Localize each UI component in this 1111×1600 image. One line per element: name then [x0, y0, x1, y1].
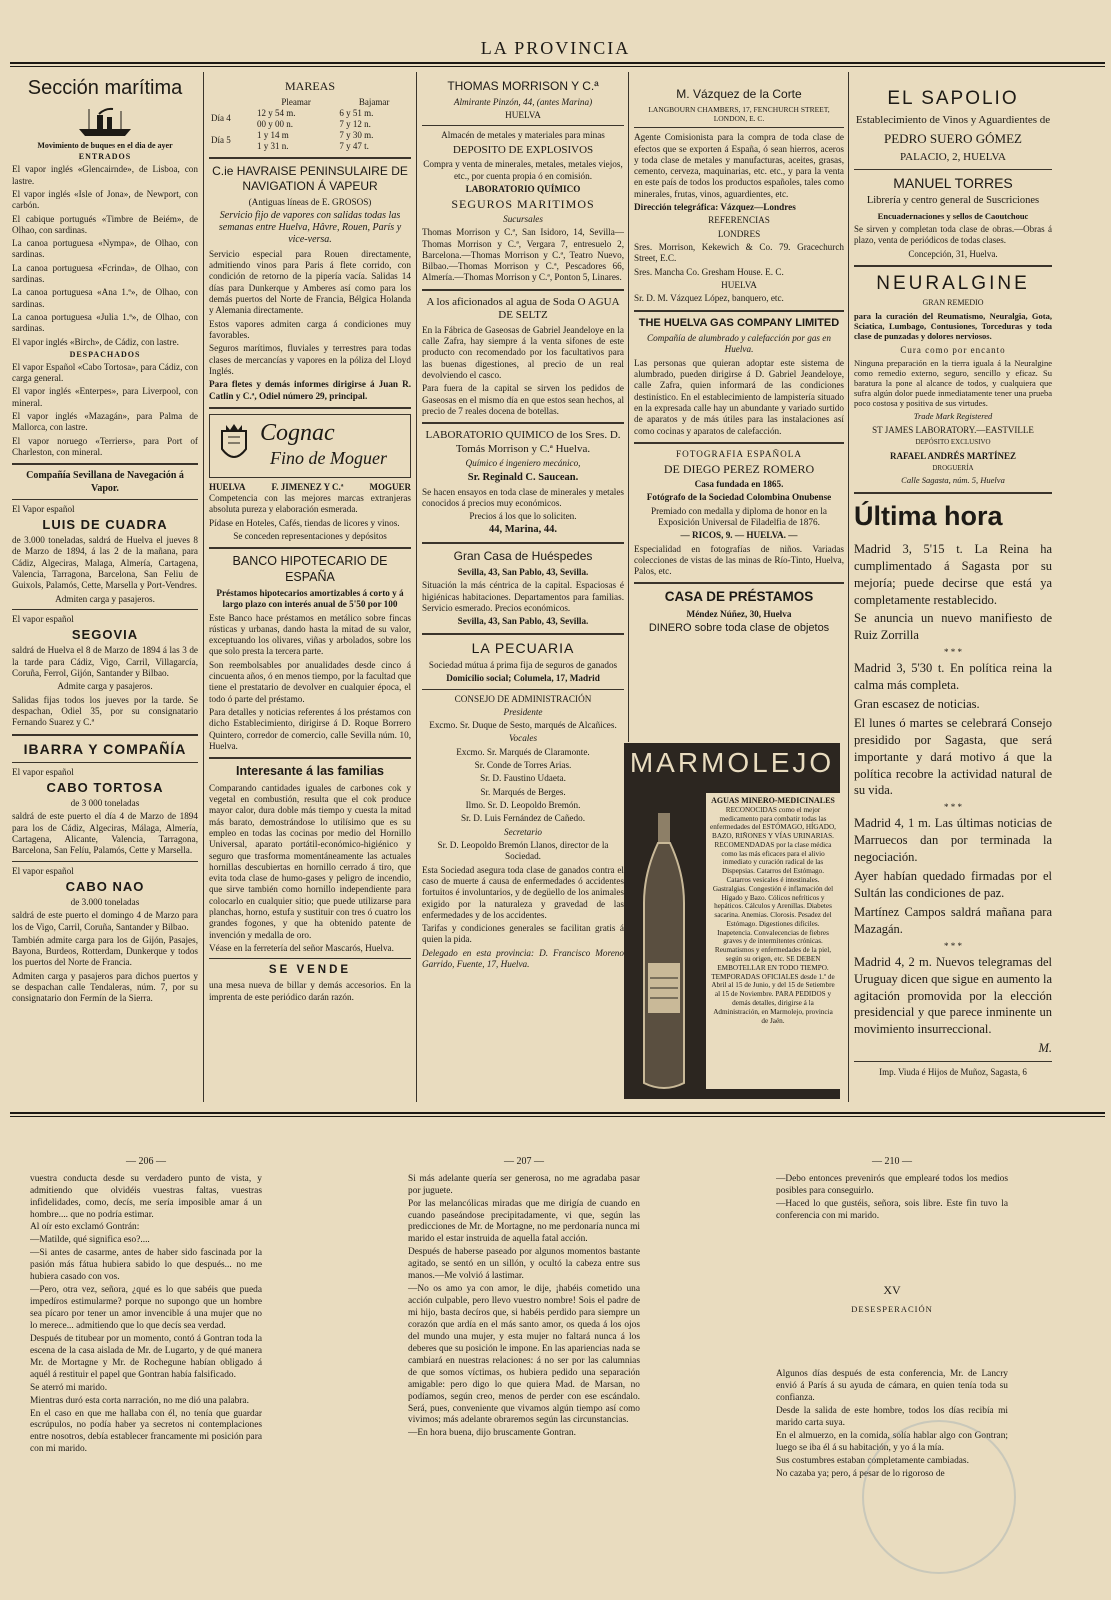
entry-item: La canoa portuguesa «Fcrinda», de Olhao, con sardinas.	[12, 262, 198, 285]
divider	[422, 633, 624, 635]
serial-paragraph: —No os amo ya con amor, le dije, ¡habéis cometido una acción culpable, pero llevo vuestro nombre! Sois el padre de mi hijo, basta decíros que, si habéis perdido para siempre un corazón que ardía en el más santo amor, os queda á los ojos del mundo una mujer, y esta mujer no faltará nunca á los deberes que su posición le impone. En las apariencias nada se cambiará en nuestras relaciones: á no ser por las calumnias de que somos víctimas, os hubiera pedido una separación amigable: pero digo lo que quiera Mad. de Marsan, no podíamos, según creo, menos de perder con ese escándalo. Será, pues, conveniente que vivamos algún tiempo así como vivimos; más adelante obraremos según las circunstancias.	[408, 1284, 640, 1426]
sucursales-heading: Sucursales	[503, 213, 543, 224]
banco-heading: BANCO HIPOTECARIO DE ESPAÑA	[232, 554, 388, 584]
huespedes-address: Sevilla, 43, San Pablo, 43, Sevilla.	[457, 567, 589, 578]
divider	[634, 442, 844, 444]
tide-day: Día 5	[211, 135, 231, 146]
ship-intro: El vapor español	[12, 865, 74, 876]
divider	[422, 289, 624, 291]
serial-paragraph: —Pero, otra vez, señora, ¿qué es lo que sabéis que pueda impedíros estimularme? porque no supongo que un hombre sea pícaro por tener un amor invencible á una mujer que no lo merece... admitiendo que lo que decís sea verdad.	[30, 1285, 262, 1331]
folletin-rule-thin	[10, 1116, 1105, 1117]
crest-icon	[216, 421, 252, 469]
foto-society: Fotógrafo de la Sociedad Colombina Onubense	[646, 492, 832, 503]
divider	[209, 547, 411, 549]
quimico-text: Se hacen ensayos en toda clase de minerales y metales conocidos á precios muy económicos.	[422, 486, 624, 508]
neuralgine-lab: ST JAMES LABORATORY.—EASTVILLE	[872, 425, 1034, 436]
divider	[209, 407, 411, 409]
company-heading: Compañía Sevillana de Navegación á Vapor.	[26, 470, 184, 494]
pecuaria-sub: Sociedad mútua á prima fija de seguros de ganados	[428, 659, 618, 670]
ship-route: de 3.000 toneladas, saldrá de Huelva el jueves 8 de Marzo de 1894, á las 2 de la mañana, para Cádiz, Algeciras, Malaga, Almería, Cartagena, Valencia, Tarragona, Barcelona, San Feliu de Guixols, Palamós, Cette, Marsella y Port-Vendres.	[12, 535, 198, 591]
news-item: Madrid 4, 2 m. Nuevos telegramas del Uruguay dicen que sigue en aumento la agitación promovida por la elección presidencial y que parece inminente un movimiento insurreccional.	[854, 954, 1052, 1037]
column-ads-2	[422, 76, 624, 1106]
divider	[854, 265, 1052, 267]
divider	[12, 762, 198, 763]
huespedes-address: Sevilla, 43, San Pablo, 43, Sevilla.	[457, 616, 589, 627]
page-number: — 207 —	[504, 1156, 544, 1167]
tide-cell: 7 y 47 t.	[339, 141, 369, 151]
dispatch-item: El vapor inglés «Enterpes», para Liverpool, con mineral.	[12, 386, 198, 408]
gas-heading: THE HUELVA GAS COMPANY LIMITED	[638, 316, 840, 329]
ship-name: CABO NAO	[65, 878, 145, 894]
havraise-heading: C.ie HAVRAISE PENINSULAIRE DE NAVIGATION Á VAPEUR	[212, 164, 408, 193]
divider	[12, 734, 198, 736]
ship-admit: Admiten carga y pasajeros.	[55, 593, 155, 604]
divider	[634, 310, 844, 312]
vazquez-address: LANGBOURN CHAMBERS, 17, FENCHURCH STREET, LONDON, E. C.	[648, 104, 830, 123]
vocal-name: Sr. Conde de Torres Arias.	[474, 760, 572, 771]
bottle-illustration	[634, 813, 694, 1093]
cognac-loc: HUELVA	[209, 481, 246, 492]
ship-tonnage: de 3.000 toneladas	[70, 896, 140, 907]
divider	[634, 582, 844, 584]
prestamos-address: Méndez Núñez, 30, Huelva	[686, 609, 792, 620]
serial-paragraph: —Haced lo que gustéis, señora, sois libre. Este fin tuvo la conferencia con mi marido.	[776, 1198, 1008, 1221]
dispatch-item: El vapor inglés «Mazagán», para Palma de Mallorca, con lastre.	[12, 411, 198, 433]
tide-cell: 1 y 14 m	[257, 129, 289, 140]
serial-paragraph: Al oír esto exclamó Gontrán:	[30, 1222, 140, 1233]
divider	[12, 861, 198, 862]
ship-admit: Admite carga y pasajeros.	[57, 681, 153, 692]
ref-text: Sres. Mancha Co. Gresham House. E. C.	[634, 266, 784, 277]
marmolejo-subtitle: AGUAS MINERO-MEDICINALES	[711, 796, 835, 805]
ref-text: Sr. D. M. Vázquez López, banquero, etc.	[634, 293, 784, 304]
serial-paragraph: —Si antes de casarme, antes de haber sido fascinada por la pasión más fátua hubiera sabido lo que después... no me hubiera casado con vos.	[30, 1248, 262, 1283]
presidente-name: Excmo. Sr. Duque de Sesto, marqués de Alcañices.	[429, 720, 617, 731]
library-stamp	[862, 1420, 1016, 1574]
pecuaria-delegado: Delegado en esta provincia: D. Francisco Moreno Garrido, Fuente, 17, Huelva.	[422, 947, 624, 970]
entry-item: La canoa portuguesa «Nympa», de Olhao, con sardinas.	[12, 238, 198, 260]
foto-address: — RICOS, 9. — HUELVA. —	[680, 530, 798, 541]
serial-paragraph: Mientras duró esta corta narración, no me dió una palabra.	[30, 1395, 249, 1406]
divider	[854, 1061, 1052, 1062]
vocal-name: Sr. D. Faustino Udaeta.	[480, 773, 566, 784]
foto-heading: FOTOGRAFIA ESPAÑOLA	[676, 448, 802, 459]
pecuaria-text: Tarifas y condiciones generales se facilitan gratis á quien la pida.	[422, 923, 624, 945]
neuralgine-deposito: DEPÓSITO EXCLUSIVO	[915, 438, 991, 447]
seguros-heading: SEGUROS MARITIMOS	[451, 197, 595, 212]
news-item: Madrid 4, 1 m. Las últimas noticias de Marruecos dan por terminada la negociación.	[854, 816, 1052, 865]
foto-name: DE DIEGO PEREZ ROMERO	[663, 462, 815, 477]
movement-heading: Movimiento de buques en el dia de ayer	[37, 140, 173, 150]
divider	[422, 689, 624, 690]
tide-day: Día 4	[211, 113, 231, 124]
column-rule	[416, 72, 417, 1102]
serial-paragraph: Algunos días después de esta conferencia, Mr. de Lancry envió á París á su ayuda de cámara, en quien tenía toda su confianza.	[776, 1369, 1008, 1404]
dispatch-item: El vapor Español «Cabo Tortosa», para Cádiz, con carga general.	[12, 361, 198, 384]
havraise-service: Servicio fijo de vapores con salidas todas las semanas entre Huelva, Hâvre, Rouen, París y vice-versa.	[218, 209, 402, 246]
aficionados-text: En la Fábrica de Gaseosas de Gabriel Jeandeloye en la calle Zafra, hay siempre á la venta sifones de este producto con recomendado por los facultativos para las buenas digestiones, al precio de un real devolviendo el casco.	[422, 324, 624, 381]
marmolejo-text-box	[706, 793, 840, 1089]
ship-route: saldrá de Huelva el 8 de Marzo de 1894 á las 3 de la tarde para Cádiz, Vigo, Carril, Villagarcía, Coruña, Ferrol, Gijón, Santander y Bilbao.	[12, 645, 198, 678]
dispatch-item: El vapor noruego «Terriers», para Port of Charleston, con mineral.	[12, 435, 198, 457]
ship-name: SEGOVIA	[71, 627, 139, 643]
divider	[209, 958, 411, 959]
vocales-heading: Vocales	[508, 733, 538, 744]
quimico-text: Precios á los que lo soliciten.	[469, 511, 577, 522]
column-rule	[628, 72, 629, 742]
entry-item: El vapor inglés «Birch», de Cádiz, con lastre.	[12, 336, 179, 347]
entry-item: El cabique portugués «Timbre de Beiém», de Olhao, con sardinas.	[12, 213, 198, 235]
vazquez-text: Agente Comisionista para la compra de toda clase de efectos que se exporten á España, ó sean hierros, aceros y toda clase de metales y manufacturas, aceites, grasas, cemento, cerveza, maquinarias, etc. etc., y para la venta en este país de todos los productos españoles, tales como minerales, frutas, vinos, aguardientes, etc.	[634, 132, 844, 199]
pecuaria-heading: LA PECUARIA	[471, 639, 575, 656]
column-rule	[203, 72, 204, 1102]
tide-cell: 7 y 30 m.	[339, 129, 374, 140]
cognac-text: Se conceden representaciones y depósitos	[233, 530, 387, 541]
column-maritime	[12, 74, 198, 1104]
cognac-text: Competencia con las mejores marcas extranjeras absoluta pureza y elaboración esmerada.	[209, 492, 411, 515]
page-number: — 206 —	[126, 1156, 166, 1167]
presidente-heading: Presidente	[503, 706, 543, 717]
news-item: Martínez Campos saldrá mañana para Mazagán.	[854, 904, 1052, 936]
serial-paragraph: —En hora buena, dijo bruscamente Gontran.	[408, 1428, 576, 1439]
serial-paragraph: Se aterró mi marido.	[30, 1382, 108, 1393]
interesante-heading: Interesante á las familias	[236, 764, 384, 779]
news-signature: M.	[1038, 1041, 1052, 1056]
se-vende-heading: SE VENDE	[268, 964, 352, 977]
se-vende-text: una mesa nueva de billar y demás accesorios. En la imprenta de este periódico darán razón.	[209, 980, 411, 1002]
entry-item: La canoa portuguesa «Ana 1.ª», de Olhao, con sardinas.	[12, 287, 198, 309]
news-item: Se anuncia un nuevo manifiesto de Ruiz Zorrilla	[854, 611, 1052, 643]
torres-heading: MANUEL TORRES	[893, 174, 1013, 191]
marmolejo-body: RECONOCIDAS como el mejor medicamento para combatir todas las enfermedades del ESTÓMAGO, HÍGADO, BAZO, RIÑONES Y VÍAS URINARIAS. RECOMENDADAS por la clase médica como las más eficaces para el alivio inmediato y curación radical de las Dispepsias. Catarros del Estómago. Catarros vesicales é intestinales. Gastralgias. Congestión é inflamación del Hígado y Bazo. Cólicos nefríticos y hepáticos. Cálculos y Arenillas. Diabetes sacarina. Anemias. Clorosis. Pesadez del Estómago. Digestiones difíciles. Inapetencia. Convalecencias de fiebres graves y de intermitentes crónicas. Reumatismos y enfermedades de la piel, según su origen, etc. SE DEBEN EMBOTELLAR EN TODO TIEMPO. TEMPORADAS OFICIALES desde 1.º de Abril al 15 de Junio, y del 15 de Setiembre al 15 de Noviembre. PARA PEDIDOS y demás detalles, dirigirse á la Administración, en Marmolejo, provincia de Jaén.	[710, 805, 836, 1025]
torres-encuad: Encuadernaciones y sellos de Caoutchouc	[877, 210, 1029, 221]
ship-intro: El Vapor español	[12, 503, 75, 514]
tides-heading: MAREAS	[284, 79, 335, 93]
column-rule	[848, 72, 849, 1102]
top-rule	[10, 62, 1105, 64]
cognac-wordmark: Cognac	[260, 419, 335, 446]
cognac-loc: MOGUER	[369, 481, 411, 492]
news-item: Ayer habían quedado firmadas por el Sultán las condiciones de paz.	[854, 869, 1052, 900]
prestamos-text: DINERO sobre toda clase de objetos	[648, 622, 830, 635]
sapolio-heading: EL SAPOLIO	[887, 88, 1019, 109]
serial-paragraph: Sus costumbres estaban completamente cambiadas.	[776, 1456, 969, 1467]
tide-cell: 6 y 51 m.	[339, 107, 374, 118]
spacer	[776, 1319, 1008, 1369]
gas-sub: Compañía de alumbrado y calefacción por gas en Huelva.	[647, 333, 831, 355]
column-ads-1	[209, 76, 411, 1106]
column-ads-3	[634, 84, 844, 740]
serial-paragraph: En el caso en que me hallaba con él, no tenía que guardar escrúpulos, no podía haber ya secretos ni contemplaciones entre nosotros, debía establecer francamente mi posición para con mi marido.	[30, 1408, 262, 1455]
chapter-number: XV	[883, 1283, 901, 1298]
ship-schedule: Salidas fijas todos los jueves por la tarde. Se despachan, Odiel 35, por su consignatario Fernando Suarez y C.ª	[12, 694, 198, 728]
secretario-name: Sr. D. Leopoldo Bremón Llanos, director de la Sociedad.	[437, 839, 609, 862]
gas-text: Las personas que quieran adoptar este sistema de alumbrado, pueden dirigirse á D. Gabriel Jeandeloye, calle Zafra, quien informará de las condiciones destinístico. En el establecimiento de lampistería situado en la expresada calle hay un abundante y variado surtido de aparatos y de más útiles para las instalaciones así como cocinas y aparatos de calefacción.	[634, 357, 844, 436]
havraise-text: Servicio especial para Rouen directamente, admitiendo vinos para Paris á flete corrido, con condición de retorno de la pipería vacía. Salidas 14 días para Dunkerque y Amberes así como para los demás puertos del Norte de Francia, Bélgica Holanda y Alemania directamente.	[209, 248, 411, 316]
aficionados-heading: A los aficionados al agua de Soda O AGUA DE SELTZ	[426, 295, 620, 322]
cognac-text: Pídase en Hoteles, Cafés, tiendas de licores y vinos.	[209, 517, 400, 528]
quimico-address: 44, Marina, 44.	[489, 524, 557, 536]
entradas-heading: ENTRADOS	[78, 152, 132, 162]
serial-column-207	[408, 1156, 640, 1596]
marmolejo-title: MARMOLEJO	[629, 747, 835, 778]
referencias-heading: REFERENCIAS	[708, 215, 770, 226]
secretario-heading: Secretario	[504, 826, 542, 837]
divider	[12, 499, 198, 500]
serial-paragraph: No cazaba ya; pero, á pesar de lo rigoroso de	[776, 1468, 945, 1479]
pecuaria-text: Esta Sociedad asegura toda clase de ganados contra el caso de muerte á causa de enfermedades ó accidentes fortuitos é involuntarios, y de degüello de los animales exigido por la naturaleza y gravedad de las enfermedades y de los accidentes.	[422, 864, 624, 920]
vocal-name: Sr. Marqués de Berges.	[480, 786, 566, 797]
ship-route: También admite carga para los de Gijón, Pasajes, Bayona, Burdeos, Rotterdam, Dunkerque y todos los puertos del Norte de Francia.	[12, 934, 198, 968]
serial-paragraph: Si más adelante quería ser generosa, no me agradaba pasar por juguete.	[408, 1173, 640, 1196]
serial-paragraph: En el almuerzo, en la comida, solía hablar algo con Gontran; luego se iba él á su habitación, y yo á la mía.	[776, 1431, 1008, 1454]
vocal-name: Sr. D. Luis Fernández de Cañedo.	[460, 813, 585, 824]
masthead: LA PROVINCIA	[480, 38, 631, 58]
separator-asterisks: * * *	[944, 802, 962, 813]
havraise-sub: (Antiguas líneas de E. GROSOS)	[248, 196, 372, 207]
neuralgine-address: Calle Sagasta, núm. 5, Huelva	[901, 475, 1005, 486]
serial-paragraph: Por las melancólicas miradas que me dirigía de cuando en cuando paseándose precipitadamente, vi que, según las predicciones de Mr. de Mortagne, no me perdonaría nunca mi marido el estar instruida de aquella fatal acción.	[408, 1198, 640, 1245]
ship-route: Admiten carga y pasajeros para dichos puertos y se despachan calle Tendaleras, núm. 7, por su consignatario don Fermín de la Sierra.	[12, 970, 198, 1004]
serial-paragraph: Después de haberse paseado por algunos momentos bastante agitado, se sentó en un sillón, y ocultó la cabeza entre sus manos.—Me volvió á lastimar.	[408, 1247, 640, 1282]
entry-item: La canoa portuguesa «Julia 1.ª», de Olhao, con sardinas.	[12, 312, 198, 334]
huelva-heading: HUELVA	[721, 279, 757, 290]
ref-text: Sres. Morrison, Kekewich & Co. 79. Gracechurch Street, E.C.	[634, 242, 844, 264]
imprenta-credit: Imp. Viuda é Hijos de Muñoz, Sagasta, 6	[879, 1067, 1027, 1077]
ship-name: CABO TORTOSA	[46, 780, 164, 796]
neuralgine-martinez: RAFAEL ANDRÉS MARTÍNEZ	[889, 450, 1017, 461]
morrison-city: HUELVA	[505, 110, 541, 121]
serial-paragraph: —Matilde, qué significa eso?....	[30, 1235, 150, 1246]
sucursales-text: Thomas Morrison y C.ª, San Isidoro, 14, Sevilla—Thomas Morrison y C.ª, Vergara 7, entresuelo 2, Barcelona.—Thomas Morrison y C.ª, Teatro Nuevo, Bilbao.—Thomas Morrison y C.ª, Pescadores 66, Almería.—Thomas Morrison y C.ª, Ponton 5, Linares.	[422, 227, 624, 283]
aficionados-text: Para fuera de la capital se sirven los pedidos de Gaseosas en el mismo día en que estos sean hechos, al precio de 7 reales docena de botellas.	[422, 383, 624, 416]
tide-cell: 7 y 12 n.	[339, 118, 371, 129]
quimico-title: Químico é ingeniero mecánico,	[465, 458, 581, 469]
sapolio-address: PALACIO, 2, HUELVA	[900, 150, 1006, 163]
separator-asterisks: * * *	[944, 940, 962, 951]
deposito-text: Compra y venta de minerales, metales, metales viejos, etc., por cuenta propia ó en comisión.	[423, 159, 623, 181]
neuralgine-cura: Cura como por encanto	[900, 344, 1006, 355]
londres-heading: LONDRES	[717, 228, 761, 239]
tide-col-header: Bajamar	[358, 96, 390, 107]
column-right	[854, 84, 1052, 1104]
interesante-text: Comparando cantidades iguales de carbones cok y vegetal en combustión, resulta que el cok produce mayor calor, dura doble más tiempo y cuesta la mitad más barato, demostrándose lo utilísimo que es su empleo en todas las cocinas por medio del Hornillo Universal, aparato portátil-económico-higiénico y seguro que trasforma momentáneamente las actuales hornillas descubiertas en hornillo cerrado á tiro, que evita toda clase de humo-gases y peligro de incendio, que sirve también como hornillo independiente para colocarlo en cualquier sitio; que puede utilizarse para planchas, horno, estufa y sustituir con tres ó cuatro los grandes fogones, y que ha obtenido patente de invención y medalla de oro.	[209, 782, 411, 940]
vazquez-heading: M. Vázquez de la Corte	[676, 87, 802, 101]
divider	[854, 492, 1052, 494]
tide-col-header: Pleamar	[281, 96, 311, 107]
serial-paragraph: vuestra conducta desde su verdadero punto de vista, y admitiendo que olvidéis vuestras faltas, vuestras infidelidades, como, decís, me sería imposible amar á un hombre.... que no podría estimar.	[30, 1173, 262, 1220]
despachados-heading: DESPACHADOS	[69, 349, 141, 359]
separator-asterisks: * * *	[944, 647, 962, 658]
ultima-hora-heading: Última hora	[854, 500, 1003, 531]
pecuaria-domicilio: Domicilio social; Columela, 17, Madrid	[446, 673, 600, 684]
havraise-text: Seguros marítimos, fluviales y terrestres para todas clases de mercancías y vapores en la póliza del Lloyd Inglés.	[209, 343, 411, 376]
banco-text: Son reembolsables por anualidades desde cinco á cincuenta años, ó en menos tiempo, por la facultad que tiene el prestatario de devolver en cualquier época, el todo ó parte del préstamo.	[209, 659, 411, 704]
divider	[854, 169, 1052, 170]
divider	[209, 757, 411, 759]
foto-founded: Casa fundada en 1865.	[694, 478, 784, 489]
section-title: Sección marítima	[27, 77, 183, 99]
serial-paragraph: —Debo entonces prevenirós que emplearé todos los medios posibles para conseguirlo.	[776, 1173, 1008, 1196]
cognac-firm: F. JIMENEZ Y C.ª	[271, 481, 344, 492]
vazquez-dir: Dirección telegráfica: Vázquez—Londres	[634, 202, 796, 213]
spacer	[776, 1223, 1008, 1283]
serial-paragraph: Desde la salida de este hombre, todos los días recibía mi marido carta suya.	[776, 1406, 1008, 1429]
vocal-name: Ilmo. Sr. D. Leopoldo Bremón.	[465, 800, 581, 811]
neuralgine-trade: Trade Mark Registered	[913, 410, 993, 421]
huespedes-text: Situación la más céntrica de la capital. Espaciosas é higiénicas habitaciones. Departamentos para familias. Servicio esmerado. Precios económicos.	[422, 580, 624, 614]
ship-intro: El vapor español	[12, 614, 74, 625]
ship-name: LUIS DE CUADRA	[42, 517, 168, 533]
divider	[12, 609, 198, 610]
neuralgine-text: para la curación del Reumatismo, Neuralgia, Gota, Sciatica, Lumbago, Contusiones, Torceduras y toda clase de punzadas y dolores nerviosos.	[854, 311, 1052, 342]
news-item: Madrid 3, 5'15 t. La Reina ha cumplimentado á Sagasta por su mejoría; puede decirse que está ya completamente restablecido.	[854, 541, 1052, 607]
interesante-text: Véase en la ferretería del señor Mascarós, Huelva.	[209, 943, 394, 954]
news-item: Gran escasez de noticias.	[854, 697, 980, 712]
tide-cell: 12 y 54 m.	[257, 107, 296, 118]
ship-route: saldrá de este puerto el día 4 de Marzo de 1894 para los de Cádiz, Algeciras, Málaga, Almería, Cartagena, Alicante, Valencia, Tarragona, Barcelona, San Felíu, Palamós, Cette y Marsella.	[12, 811, 198, 856]
serial-column-206	[30, 1156, 262, 1596]
ship-route: saldrá de este puerto el domingo 4 de Marzo para los de Vigo, Carril, Coruña, Santander y Bilbao.	[12, 910, 198, 932]
divider	[422, 422, 624, 424]
banco-text: Este Banco hace préstamos en metálico sobre fincas rústicas y urbanas, dando hasta la mitad de su valor, exceptuando los olivares, viñas y arbolados, sobre los que solo presta la tercera parte.	[209, 612, 411, 657]
vocal-name: Excmo. Sr. Marqués de Claramonte.	[456, 746, 590, 757]
news-item: El lunes ó martes se celebrará Consejo presidido por Sagasta, que será importante y dará motivo á que la política recobre la actividad natural de su vida.	[854, 715, 1052, 798]
neuralgine-drogueria: DROGUERÍA	[932, 463, 974, 472]
deposito-heading: DEPOSITO DE EXPLOSIVOS	[452, 143, 594, 156]
entry-item: El vapor inglés «Glencairnde», de Lisboa, con lastre.	[12, 164, 198, 186]
divider	[422, 542, 624, 544]
torres-address: Concepción, 31, Huelva.	[908, 248, 998, 259]
divider	[634, 127, 844, 128]
marmolejo-ad	[624, 743, 840, 1099]
sapolio-sub: Establecimiento de Vinos y Aguardientes de	[855, 114, 1051, 127]
chapter-title: DESESPERACIÓN	[851, 1303, 933, 1314]
foto-text: Especialidad en fotografías de niños. Variadas colecciones de vistas de las minas de Río-Tinto, Huelva, Palos, etc.	[634, 543, 844, 577]
tide-table	[209, 97, 411, 152]
neuralgine-heading: NEURALGINE	[876, 272, 1030, 294]
havraise-text: Estos vapores admiten carga á condiciones muy favorables.	[209, 318, 411, 340]
folletin-rule	[10, 1112, 1105, 1114]
banco-text: Para detalles y noticias referentes á los préstamos con dicho Establecimiento, dirigirse á D. Roque Borrero Quintero, corredor de comercio, calle Sevilla núm. 10, Huelva.	[209, 707, 411, 751]
tide-cell: 1 y 31 n.	[257, 141, 289, 151]
cognac-firm-row	[209, 482, 411, 493]
news-item: Madrid 3, 5'30 t. En política reina la calma más completa.	[854, 661, 1052, 693]
quimico-name: Sr. Reginald C. Saucean.	[467, 471, 579, 483]
cognac-sub: Fino de Moguer	[270, 447, 387, 468]
banco-sub: Préstamos hipotecarios amortizables á corto y á largo plazo con interés anual de 5'50 por 100	[216, 587, 404, 610]
consejo-heading: CONSEJO DE ADMINISTRACIÓN	[454, 693, 592, 704]
morrison-heading: THOMAS MORRISON Y C.ª	[447, 79, 599, 93]
divider	[422, 125, 624, 126]
ship-intro: El vapor español	[12, 766, 74, 777]
morrison-address: Almirante Pinzón, 44, (antes Marina)	[453, 96, 593, 107]
havraise-contact: Para fletes y demás informes dirigirse á Juan R. Catlin y C.ª, Odiel número 29, principal.	[209, 379, 411, 401]
torres-sub: Librería y centro general de Suscriciones	[866, 195, 1040, 207]
tide-cell: 00 y 00 n.	[257, 118, 293, 129]
torres-text: Se sirven y completan toda clase de obras.—Obras á plazo, venta de periódicos de todas clases.	[854, 224, 1052, 245]
sapolio-owner: PEDRO SUERO GÓMEZ	[884, 131, 1022, 147]
neuralgine-sub: GRAN REMEDIO	[922, 298, 984, 308]
morrison-text: Almacén de metales y materiales para minas	[441, 130, 605, 141]
huespedes-heading: Gran Casa de Huéspedes	[453, 549, 593, 564]
lab-heading: LABORATORIO QUÍMICO	[465, 183, 581, 194]
ship-tonnage: de 3 000 toneladas	[70, 798, 140, 809]
neuralgine-text: Ninguna preparación en la tierra iguala á la Neuralgine como remedio externo, seguro, sencillo y eficaz. Su baratura la pone al alcance de todos, y cualquiera que sufra algún dolor puede inmediatamente tener una prueba poco costosa y positiva de sus virtudes.	[854, 357, 1052, 409]
top-rule-thin	[10, 66, 1105, 67]
serial-paragraph: Después de titubear por un momento, contó á Gontran toda la escena de la casa aislada de Mr. de Lugarto, y de qué manera Mr. de Mortagne y Mr. de Rochegune habían obligado á aquél á restituir el papel que Gontran había falsificado.	[30, 1333, 262, 1380]
company-name: IBARRA Y COMPAÑÍA	[23, 740, 187, 757]
divider	[12, 463, 198, 465]
entry-item: El vapor inglés «Isle of Jona», de Newport, con carbón.	[12, 188, 198, 211]
lab2-heading: LABORATORIO QUIMICO de los Sres. D. Tomás Morrison y C.ª Huelva.	[425, 429, 621, 455]
steamship-icon	[75, 105, 135, 139]
page-number: — 210 —	[872, 1156, 912, 1167]
prestamos-heading: CASA DE PRÉSTAMOS	[664, 589, 814, 605]
foto-text: Premiado con medalla y diploma de honor en la Exposición Universal de Filadelfia de 1876.	[650, 505, 828, 527]
divider	[209, 157, 411, 159]
cognac-logo	[209, 414, 411, 478]
